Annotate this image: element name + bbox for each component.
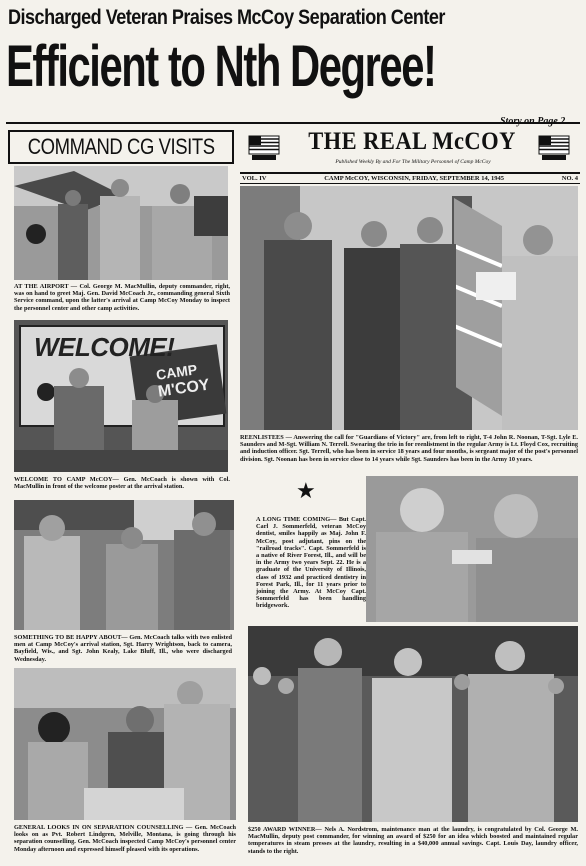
flag-logo-icon (536, 132, 572, 162)
volume: VOL. IV (242, 175, 267, 182)
caption-body: But Capt. Carl J. Sommerfeld, veteran McCoy dentist, smiles happily as Maj. John F. McCoy, post adjutant, pins on the "railroad tracks". Capt. Sommerfeld is a native of River Forest, Ill., and will be in the Army two years Sept. 22. He is a graduate of the University of Illinois, class of 1932 and practiced dentistry in Forest Park, Ill., for 11 years prior to joining the Army. At McCoy Capt. Sommerfeld has been handling bridgework. (256, 516, 366, 610)
photo-award (248, 626, 578, 822)
caption-airport (14, 283, 230, 312)
caption-body: Gen. McCoach looks on as Pvt. Robert Lindgren, Melville, Montana, is going through his separation counselling. Gen. McCoach inspected Camp McCoy's personnel center Monday afternoon and expressed himself pleased with its operations. (14, 824, 237, 853)
photo-welcome (14, 320, 228, 472)
caption-award (248, 826, 578, 855)
caption-lead: WELCOME TO CAMP McCOY— (14, 476, 119, 483)
welcome-sign-camp: CAMP (155, 361, 199, 383)
caption-body: Col. George M. MacMullin, deputy commander, right, was on hand to greet Maj. Gen. David McCoach Jr., commanding general Sixth Service command, upon the latter's arrival at Camp McCoy Monday to inspect the personnel center and other camp activities. (14, 283, 230, 312)
caption-lead: GENERAL LOOKS IN ON SEPARATION COUNSELLING — (14, 824, 193, 831)
caption-happy (14, 634, 232, 663)
caption-body: Answering the call for "Guardians of Victory" are, from left to right, T-4 John R. Noonan, T-Sgt. Lyle E. Saunders and M-Sgt. William N. Terrell. Swearing the trio in for reenlistment in the regular Army is Lt. Floyd Cox, recruiting and induction officer. Sgt. Terrell, who has been in service 18 years and four months, is sergeant major of the post's personnel division. Sgt. Noonan has been in service close to 14 years while Sgt. Saunders has been in the Army 10 years. (240, 434, 579, 463)
photo-long-time (366, 476, 578, 622)
caption-welcome (14, 476, 230, 490)
welcome-sign-text: WELCOME! (34, 332, 175, 362)
star-icon: ★ (296, 478, 316, 503)
photo-reenlistees (240, 186, 578, 430)
dateline: CAMP McCOY, WISCONSIN, FRIDAY, SEPTEMBER 14, 1945 (324, 175, 504, 182)
masthead-published-line: Published Weekly By and For The Military Personnel of Camp McCoy (335, 159, 491, 165)
caption-body: Gen. McCoach is shown with Col. MacMullin in front of the welcome poster at the arrival station. (14, 476, 230, 491)
caption-lead: $250 AWARD WINNER— (248, 826, 322, 833)
photo-airport (14, 166, 228, 280)
caption-counselling (14, 824, 236, 853)
caption-lead: REENLISTEES — (240, 434, 292, 441)
kicker-headline: Discharged Veteran Praises McCoy Separation Center (8, 6, 445, 29)
issue-number: NO. 4 (561, 175, 578, 182)
caption-body: Gen. McCoach talks with two enlisted men at Camp McCoy's arrival station, Sgt. Harry Wrightson, back to camera, Bayfield, Wis., and Sgt. John Kealy, Lake Bluff, Ill., who were discharged Wednesday. (14, 634, 232, 663)
main-headline: Efficient to Nth Degree! (6, 34, 436, 99)
command-visits-label: COMMAND CG VISITS (27, 134, 215, 159)
dateline-bar (240, 172, 580, 184)
caption-lead: SOMETHING TO BE HAPPY ABOUT— (14, 634, 128, 641)
photo-counselling (14, 668, 236, 820)
command-visits-box (8, 130, 234, 164)
flag-logo-icon (246, 132, 282, 162)
top-rule (6, 122, 580, 124)
story-note: Story on Page 2 (500, 116, 566, 127)
photo-happy (14, 500, 234, 630)
caption-lead: A LONG TIME COMING— (256, 516, 337, 523)
caption-long-time (256, 516, 366, 610)
caption-body: Nels A. Nordstrom, maintenance man at the laundry, is congratulated by Col. George M. MacMullin, deputy post commander, for winning an award of $250 for an idea which boosted and maintained regular temperatures in steam presses at the laundry, resulting in a $40,000 annual savings. Capt. Louis Day, laundry officer, stands to the right. (248, 826, 578, 855)
welcome-sign-mccoy: M'COY (156, 376, 211, 401)
caption-lead: AT THE AIRPORT — (14, 283, 78, 290)
caption-reenlistees (240, 434, 578, 463)
masthead-title: THE REAL McCOY (308, 128, 516, 155)
